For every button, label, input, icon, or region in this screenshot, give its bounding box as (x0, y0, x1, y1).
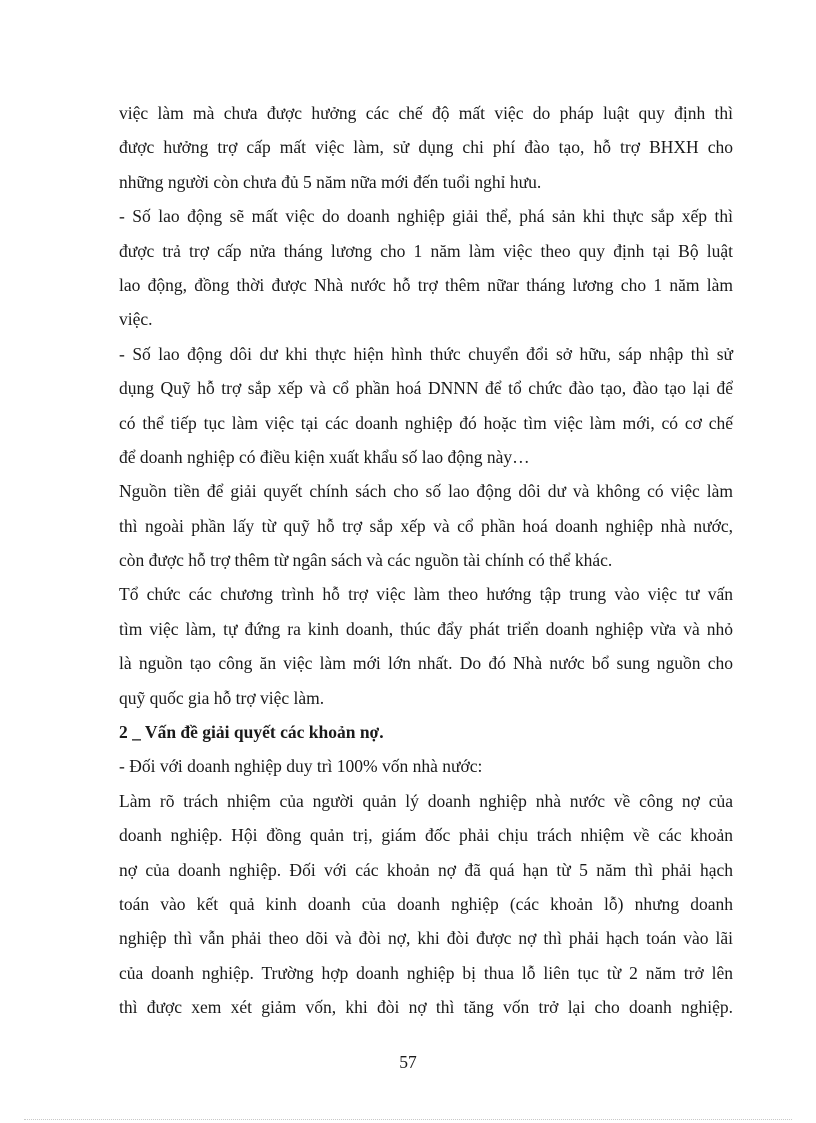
text-line: để doanh nghiệp có điều kiện xuất khẩu số lao động này… (119, 446, 530, 467)
text-line: thì ngoài phần lấy từ quỹ hỗ trợ sắp xếp và cổ phần hoá doanh nghiệp nhà nước, (119, 515, 733, 536)
text-line: lao động, đồng thời được Nhà nước hỗ trợ thêm nữar tháng lương cho 1 năm làm (119, 274, 733, 295)
text-line: Tổ chức các chương trình hỗ trợ việc làm theo hướng tập trung vào việc tư vấn (119, 584, 733, 605)
text-line: của doanh nghiệp. Trường hợp doanh nghiệp bị thua lỗ liên tục từ 2 năm trở lên (119, 962, 733, 983)
text-line: toán vào kết quả kinh doanh của doanh nghiệp (các khoản lỗ) nhưng doanh (119, 893, 733, 914)
text-line: - Số lao động sẽ mất việc do doanh nghiệp giải thể, phá sản khi thực sắp xếp thì (119, 206, 733, 227)
footer-divider (24, 1119, 792, 1120)
text-line: nợ của doanh nghiệp. Đối với các khoản nợ đã quá hạn từ 5 năm thì phải hạch (119, 859, 733, 880)
text-line: là nguồn tạo công ăn việc làm mới lớn nhất. Do đó Nhà nước bổ sung nguồn cho (119, 653, 733, 674)
text-line: việc. (119, 309, 153, 330)
page-number: 57 (399, 1052, 417, 1072)
text-line: doanh nghiệp. Hội đồng quản trị, giám đốc phải chịu trách nhiệm về các khoản (119, 825, 733, 846)
text-line: Nguồn tiền để giải quyết chính sách cho số lao động dôi dư và không có việc làm (119, 481, 733, 502)
text-line: những người còn chưa đủ 5 năm nữa mới đến tuổi nghỉ hưu. (119, 171, 542, 192)
section-heading: 2 _ Vấn đề giải quyết các khoản nợ. (119, 722, 384, 743)
text-line: - Đối với doanh nghiệp duy trì 100% vốn nhà nước: (119, 756, 483, 777)
text-line: có thể tiếp tục làm việc tại các doanh nghiệp đó hoặc tìm việc làm mới, có cơ chế (119, 412, 733, 433)
text-line: được hưởng trợ cấp mất việc làm, sử dụng chi phí đào tạo, hỗ trợ BHXH cho (119, 137, 733, 158)
document-body (119, 96, 733, 1025)
text-line: quỹ quốc gia hỗ trợ việc làm. (119, 687, 325, 708)
text-line: dụng Quỹ hỗ trợ sắp xếp và cổ phần hoá DNNN để tổ chức đào tạo, đào tạo lại để (119, 378, 733, 399)
text-line: Làm rõ trách nhiệm của người quản lý doanh nghiệp nhà nước về công nợ của (119, 790, 733, 811)
text-line: được trả trợ cấp nửa tháng lương cho 1 năm làm việc theo quy định tại Bộ luật (119, 240, 733, 261)
text-line: còn được hỗ trợ thêm từ ngân sách và các nguồn tài chính có thể khác. (119, 550, 613, 571)
text-line: tìm việc làm, tự đứng ra kinh doanh, thúc đẩy phát triển doanh nghiệp vừa và nhỏ (119, 618, 733, 639)
text-line: việc làm mà chưa được hưởng các chế độ mất việc do pháp luật quy định thì (119, 103, 733, 123)
text-line: nghiệp thì vẫn phải theo dõi và đòi nợ, khi đòi được nợ thì phải hạch toán vào lãi (119, 928, 733, 949)
text-line: - Số lao động dôi dư khi thực hiện hình thức chuyển đổi sở hữu, sáp nhập thì sử (119, 343, 733, 364)
text-line: thì được xem xét giảm vốn, khi đòi nợ thì tăng vốn trở lại cho doanh nghiệp. (119, 997, 733, 1018)
